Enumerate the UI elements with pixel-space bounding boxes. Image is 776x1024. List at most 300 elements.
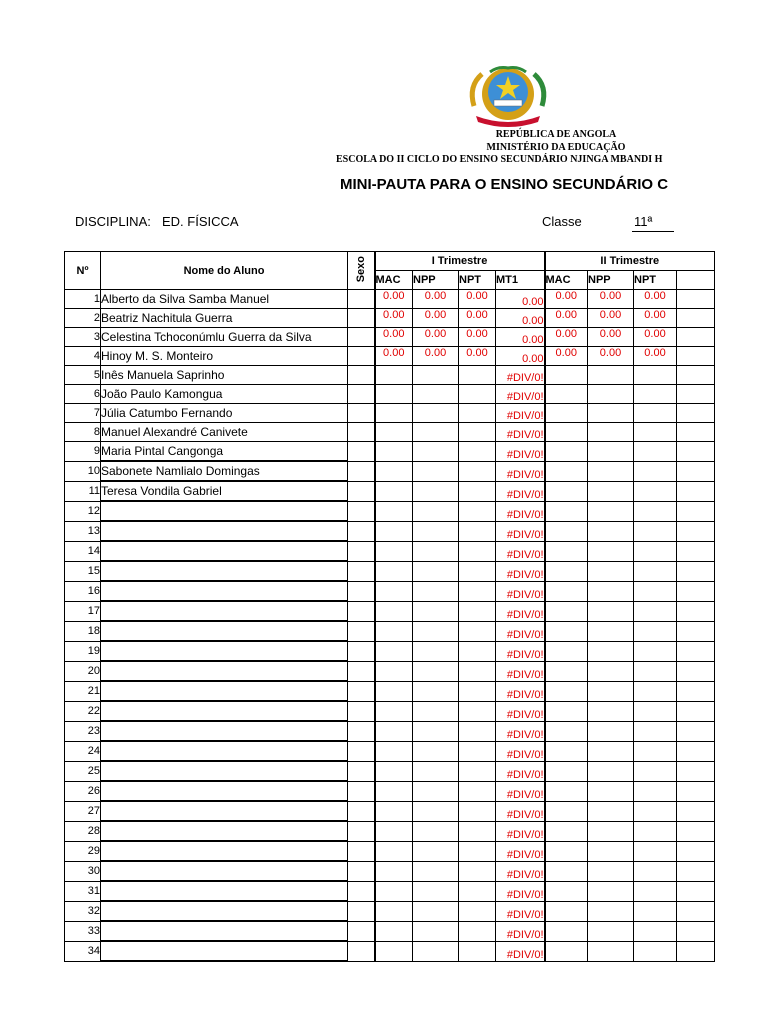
student-name-cell[interactable]	[101, 701, 348, 721]
grade-cell-npp-2[interactable]: 0.00	[588, 290, 634, 309]
grade-cell-npt-1[interactable]	[459, 941, 496, 961]
student-name-cell[interactable]	[101, 621, 348, 641]
sex-cell[interactable]	[348, 404, 375, 423]
grade-cell-npp-1[interactable]	[413, 801, 459, 821]
grade-cell-mac-1[interactable]: 0.00	[375, 309, 413, 328]
grade-cell-extra[interactable]	[677, 701, 715, 721]
student-name-cell[interactable]	[101, 741, 348, 761]
student-name-cell[interactable]	[101, 921, 348, 941]
grade-cell-mac-2[interactable]	[545, 921, 588, 941]
grade-cell-npt-2[interactable]	[634, 481, 677, 501]
student-name-cell[interactable]: Celestina Tchoconúmlu Guerra da Silva	[101, 328, 348, 347]
grade-cell-mac-2[interactable]	[545, 701, 588, 721]
grade-cell-mac-2[interactable]	[545, 681, 588, 701]
grade-cell-mac-2[interactable]: 0.00	[545, 309, 588, 328]
grade-cell-extra[interactable]	[677, 581, 715, 601]
grade-cell-mac-1[interactable]	[375, 781, 413, 801]
sex-cell[interactable]	[348, 366, 375, 385]
grade-cell-mac-1[interactable]: 0.00	[375, 290, 413, 309]
sex-cell[interactable]	[348, 741, 375, 761]
grade-cell-npt-1[interactable]	[459, 385, 496, 404]
student-name-cell[interactable]	[101, 781, 348, 801]
student-name-cell[interactable]	[101, 501, 348, 521]
student-name-cell[interactable]: Alberto da Silva Samba Manuel	[101, 290, 348, 309]
grade-cell-mac-2[interactable]	[545, 385, 588, 404]
grade-cell-npp-2[interactable]	[588, 701, 634, 721]
grade-cell-extra[interactable]	[677, 721, 715, 741]
grade-cell-npp-1[interactable]	[413, 921, 459, 941]
grade-cell-extra[interactable]	[677, 821, 715, 841]
grade-cell-npt-2[interactable]	[634, 461, 677, 481]
grade-cell-npt-2[interactable]	[634, 821, 677, 841]
grade-cell-mac-1[interactable]	[375, 641, 413, 661]
grade-cell-npt-1[interactable]	[459, 541, 496, 561]
grade-cell-npp-1[interactable]	[413, 385, 459, 404]
grade-cell-mac-2[interactable]: 0.00	[545, 290, 588, 309]
grade-cell-extra[interactable]	[677, 901, 715, 921]
student-name-cell[interactable]	[101, 561, 348, 581]
grade-cell-npt-2[interactable]	[634, 561, 677, 581]
grade-cell-npp-2[interactable]	[588, 366, 634, 385]
grade-cell-npt-1[interactable]	[459, 442, 496, 462]
grade-cell-npp-2[interactable]	[588, 741, 634, 761]
grade-cell-npt-1[interactable]	[459, 661, 496, 681]
grade-cell-mac-1[interactable]	[375, 521, 413, 541]
sex-cell[interactable]	[348, 561, 375, 581]
grade-cell-mac-1[interactable]	[375, 901, 413, 921]
grade-cell-npp-1[interactable]	[413, 366, 459, 385]
grade-cell-npp-2[interactable]	[588, 481, 634, 501]
grade-cell-npt-2[interactable]: 0.00	[634, 328, 677, 347]
sex-cell[interactable]	[348, 721, 375, 741]
grade-cell-npp-1[interactable]	[413, 721, 459, 741]
grade-cell-npp-1[interactable]	[413, 621, 459, 641]
grade-cell-mac-1[interactable]	[375, 801, 413, 821]
grade-cell-npp-2[interactable]	[588, 423, 634, 442]
grade-cell-npp-1[interactable]: 0.00	[413, 347, 459, 366]
grade-cell-npt-1[interactable]	[459, 921, 496, 941]
grade-cell-mac-2[interactable]	[545, 901, 588, 921]
grade-cell-mac-2[interactable]	[545, 442, 588, 462]
grade-cell-mac-1[interactable]	[375, 601, 413, 621]
grade-cell-mac-2[interactable]	[545, 881, 588, 901]
grade-cell-extra[interactable]	[677, 366, 715, 385]
grade-cell-mac-1[interactable]	[375, 761, 413, 781]
grade-cell-extra[interactable]	[677, 328, 715, 347]
student-name-cell[interactable]	[101, 761, 348, 781]
grade-cell-npt-1[interactable]	[459, 561, 496, 581]
grade-cell-npp-1[interactable]	[413, 561, 459, 581]
grade-cell-mac-1[interactable]	[375, 481, 413, 501]
sex-cell[interactable]	[348, 581, 375, 601]
grade-cell-extra[interactable]	[677, 641, 715, 661]
grade-cell-npp-2[interactable]: 0.00	[588, 347, 634, 366]
grade-cell-mac-2[interactable]	[545, 721, 588, 741]
grade-cell-npp-2[interactable]	[588, 801, 634, 821]
grade-cell-npt-2[interactable]	[634, 366, 677, 385]
student-name-cell[interactable]: Inês Manuela Saprinho	[101, 366, 348, 385]
sex-cell[interactable]	[348, 481, 375, 501]
grade-cell-npp-1[interactable]	[413, 641, 459, 661]
sex-cell[interactable]	[348, 501, 375, 521]
sex-cell[interactable]	[348, 761, 375, 781]
student-name-cell[interactable]	[101, 901, 348, 921]
grade-cell-npp-2[interactable]	[588, 841, 634, 861]
grade-cell-mac-1[interactable]	[375, 621, 413, 641]
grade-cell-npt-2[interactable]	[634, 781, 677, 801]
grade-cell-npt-1[interactable]	[459, 801, 496, 821]
grade-cell-npt-2[interactable]	[634, 621, 677, 641]
sex-cell[interactable]	[348, 861, 375, 881]
sex-cell[interactable]	[348, 881, 375, 901]
grade-cell-npp-1[interactable]	[413, 501, 459, 521]
sex-cell[interactable]	[348, 941, 375, 961]
grade-cell-mac-1[interactable]	[375, 721, 413, 741]
grade-cell-npt-2[interactable]: 0.00	[634, 290, 677, 309]
grade-cell-npt-1[interactable]	[459, 761, 496, 781]
grade-cell-mac-1[interactable]	[375, 861, 413, 881]
grade-cell-mac-2[interactable]	[545, 841, 588, 861]
grade-cell-npp-2[interactable]	[588, 921, 634, 941]
grade-cell-extra[interactable]	[677, 621, 715, 641]
student-name-cell[interactable]: Manuel Alexandré Canivete	[101, 423, 348, 442]
grade-cell-npt-2[interactable]	[634, 921, 677, 941]
grade-cell-mac-1[interactable]	[375, 581, 413, 601]
grade-cell-mac-2[interactable]	[545, 366, 588, 385]
grade-cell-mac-2[interactable]	[545, 501, 588, 521]
grade-cell-mac-1[interactable]	[375, 366, 413, 385]
grade-cell-mac-2[interactable]	[545, 541, 588, 561]
student-name-cell[interactable]	[101, 821, 348, 841]
grade-cell-npt-2[interactable]	[634, 541, 677, 561]
sex-cell[interactable]	[348, 521, 375, 541]
sex-cell[interactable]	[348, 661, 375, 681]
sex-cell[interactable]	[348, 841, 375, 861]
grade-cell-npp-2[interactable]	[588, 861, 634, 881]
sex-cell[interactable]	[348, 681, 375, 701]
sex-cell[interactable]	[348, 701, 375, 721]
grade-cell-extra[interactable]	[677, 404, 715, 423]
grade-cell-mac-2[interactable]	[545, 521, 588, 541]
grade-cell-npp-2[interactable]	[588, 581, 634, 601]
grade-cell-npt-1[interactable]	[459, 521, 496, 541]
grade-cell-extra[interactable]	[677, 921, 715, 941]
grade-cell-npp-1[interactable]	[413, 681, 459, 701]
grade-cell-mac-2[interactable]	[545, 861, 588, 881]
student-name-cell[interactable]	[101, 841, 348, 861]
grade-cell-npt-1[interactable]	[459, 861, 496, 881]
student-name-cell[interactable]: Maria Pintal Cangonga	[101, 442, 348, 462]
sex-cell[interactable]	[348, 641, 375, 661]
grade-cell-mac-1[interactable]	[375, 921, 413, 941]
grade-cell-npp-2[interactable]	[588, 621, 634, 641]
grade-cell-extra[interactable]	[677, 461, 715, 481]
grade-cell-npt-1[interactable]	[459, 681, 496, 701]
sex-cell[interactable]	[348, 328, 375, 347]
student-name-cell[interactable]: Júlia Catumbo Fernando	[101, 404, 348, 423]
grade-cell-npt-2[interactable]	[634, 801, 677, 821]
grade-cell-extra[interactable]	[677, 941, 715, 961]
grade-cell-npp-1[interactable]	[413, 541, 459, 561]
grade-cell-mac-1[interactable]	[375, 501, 413, 521]
sex-cell[interactable]	[348, 621, 375, 641]
grade-cell-extra[interactable]	[677, 309, 715, 328]
sex-cell[interactable]	[348, 442, 375, 462]
grade-cell-extra[interactable]	[677, 801, 715, 821]
grade-cell-npp-2[interactable]	[588, 721, 634, 741]
grade-cell-npt-1[interactable]	[459, 423, 496, 442]
grade-cell-npp-2[interactable]	[588, 404, 634, 423]
grade-cell-npt-2[interactable]	[634, 423, 677, 442]
grade-cell-extra[interactable]	[677, 881, 715, 901]
grade-cell-npt-2[interactable]	[634, 741, 677, 761]
grade-cell-npp-2[interactable]	[588, 442, 634, 462]
grade-cell-extra[interactable]	[677, 347, 715, 366]
grade-cell-mac-2[interactable]	[545, 561, 588, 581]
student-name-cell[interactable]: Sabonete Namlialo Domingas	[101, 461, 348, 481]
grade-cell-npt-1[interactable]	[459, 501, 496, 521]
grade-cell-npp-2[interactable]	[588, 761, 634, 781]
grade-cell-npt-1[interactable]	[459, 781, 496, 801]
grade-cell-npt-1[interactable]	[459, 404, 496, 423]
sex-cell[interactable]	[348, 541, 375, 561]
grade-cell-extra[interactable]	[677, 661, 715, 681]
grade-cell-npp-2[interactable]	[588, 941, 634, 961]
grade-cell-npp-1[interactable]	[413, 481, 459, 501]
grade-cell-npp-2[interactable]	[588, 881, 634, 901]
grade-cell-npt-1[interactable]	[459, 841, 496, 861]
grade-cell-mac-2[interactable]	[545, 404, 588, 423]
student-name-cell[interactable]: Beatriz Nachitula Guerra	[101, 309, 348, 328]
grade-cell-npt-1[interactable]: 0.00	[459, 328, 496, 347]
student-name-cell[interactable]	[101, 641, 348, 661]
grade-cell-npt-2[interactable]	[634, 941, 677, 961]
grade-cell-npt-1[interactable]	[459, 901, 496, 921]
grade-cell-extra[interactable]	[677, 481, 715, 501]
grade-cell-npp-1[interactable]	[413, 761, 459, 781]
grade-cell-extra[interactable]	[677, 423, 715, 442]
student-name-cell[interactable]	[101, 801, 348, 821]
student-name-cell[interactable]	[101, 681, 348, 701]
sex-cell[interactable]	[348, 601, 375, 621]
grade-cell-mac-1[interactable]	[375, 841, 413, 861]
grade-cell-npt-1[interactable]	[459, 621, 496, 641]
grade-cell-npt-1[interactable]: 0.00	[459, 347, 496, 366]
grade-cell-mac-1[interactable]	[375, 385, 413, 404]
grade-cell-npt-2[interactable]	[634, 841, 677, 861]
grade-cell-mac-2[interactable]: 0.00	[545, 347, 588, 366]
sex-cell[interactable]	[348, 461, 375, 481]
grade-cell-extra[interactable]	[677, 442, 715, 462]
grade-cell-npt-1[interactable]	[459, 741, 496, 761]
grade-cell-npp-2[interactable]	[588, 821, 634, 841]
grade-cell-npt-2[interactable]	[634, 681, 677, 701]
grade-cell-npt-2[interactable]	[634, 881, 677, 901]
grade-cell-npt-1[interactable]	[459, 581, 496, 601]
grade-cell-npp-2[interactable]: 0.00	[588, 328, 634, 347]
grade-cell-npt-2[interactable]	[634, 404, 677, 423]
sex-cell[interactable]	[348, 309, 375, 328]
grade-cell-npt-2[interactable]	[634, 521, 677, 541]
sex-cell[interactable]	[348, 921, 375, 941]
grade-cell-extra[interactable]	[677, 541, 715, 561]
grade-cell-mac-2[interactable]	[545, 761, 588, 781]
grade-cell-mac-2[interactable]	[545, 741, 588, 761]
grade-cell-npt-1[interactable]	[459, 641, 496, 661]
student-name-cell[interactable]	[101, 601, 348, 621]
student-name-cell[interactable]: Hinoy M. S. Monteiro	[101, 347, 348, 366]
grade-cell-npt-2[interactable]	[634, 861, 677, 881]
sex-cell[interactable]	[348, 290, 375, 309]
grade-cell-mac-2[interactable]	[545, 481, 588, 501]
grade-cell-extra[interactable]	[677, 521, 715, 541]
grade-cell-mac-2[interactable]	[545, 621, 588, 641]
grade-cell-npp-2[interactable]	[588, 661, 634, 681]
student-name-cell[interactable]: Teresa Vondila Gabriel	[101, 481, 348, 501]
grade-cell-npt-2[interactable]	[634, 701, 677, 721]
grade-cell-mac-1[interactable]	[375, 701, 413, 721]
grade-cell-npp-2[interactable]	[588, 461, 634, 481]
grade-cell-mac-2[interactable]	[545, 661, 588, 681]
grade-cell-npp-1[interactable]	[413, 701, 459, 721]
student-name-cell[interactable]	[101, 941, 348, 961]
sex-cell[interactable]	[348, 781, 375, 801]
grade-cell-npt-1[interactable]	[459, 461, 496, 481]
student-name-cell[interactable]	[101, 541, 348, 561]
grade-cell-npt-2[interactable]	[634, 641, 677, 661]
grade-cell-npp-1[interactable]: 0.00	[413, 309, 459, 328]
grade-cell-extra[interactable]	[677, 761, 715, 781]
grade-cell-extra[interactable]	[677, 841, 715, 861]
grade-cell-npp-1[interactable]	[413, 404, 459, 423]
grade-cell-npp-1[interactable]	[413, 521, 459, 541]
student-name-cell[interactable]	[101, 721, 348, 741]
grade-cell-npp-2[interactable]	[588, 385, 634, 404]
grade-cell-npp-2[interactable]	[588, 561, 634, 581]
grade-cell-mac-1[interactable]	[375, 461, 413, 481]
grade-cell-npp-1[interactable]: 0.00	[413, 328, 459, 347]
sex-cell[interactable]	[348, 821, 375, 841]
grade-cell-mac-2[interactable]	[545, 641, 588, 661]
grade-cell-mac-2[interactable]	[545, 941, 588, 961]
grade-cell-mac-1[interactable]	[375, 821, 413, 841]
grade-cell-npp-1[interactable]	[413, 881, 459, 901]
grade-cell-npt-2[interactable]	[634, 601, 677, 621]
grade-cell-extra[interactable]	[677, 681, 715, 701]
grade-cell-npp-1[interactable]	[413, 741, 459, 761]
grade-cell-mac-1[interactable]	[375, 881, 413, 901]
grade-cell-mac-2[interactable]	[545, 581, 588, 601]
sex-cell[interactable]	[348, 901, 375, 921]
grade-cell-npp-2[interactable]	[588, 501, 634, 521]
grade-cell-npp-1[interactable]	[413, 941, 459, 961]
grade-cell-extra[interactable]	[677, 861, 715, 881]
grade-cell-npp-2[interactable]	[588, 601, 634, 621]
grade-cell-npp-1[interactable]	[413, 841, 459, 861]
grade-cell-npp-2[interactable]	[588, 681, 634, 701]
grade-cell-extra[interactable]	[677, 290, 715, 309]
grade-cell-npt-1[interactable]	[459, 366, 496, 385]
grade-cell-mac-2[interactable]: 0.00	[545, 328, 588, 347]
grade-cell-npp-2[interactable]	[588, 781, 634, 801]
grade-cell-extra[interactable]	[677, 741, 715, 761]
grade-cell-npp-2[interactable]	[588, 901, 634, 921]
grade-cell-mac-1[interactable]	[375, 661, 413, 681]
grade-cell-npt-1[interactable]	[459, 701, 496, 721]
grade-cell-npt-2[interactable]: 0.00	[634, 309, 677, 328]
grade-cell-mac-1[interactable]	[375, 941, 413, 961]
grade-cell-npp-2[interactable]	[588, 641, 634, 661]
grade-cell-mac-2[interactable]	[545, 801, 588, 821]
grade-cell-mac-2[interactable]	[545, 461, 588, 481]
sex-cell[interactable]	[348, 801, 375, 821]
grade-cell-npp-1[interactable]	[413, 821, 459, 841]
grade-cell-npp-1[interactable]	[413, 442, 459, 462]
grade-cell-npp-1[interactable]	[413, 781, 459, 801]
grade-cell-mac-1[interactable]	[375, 404, 413, 423]
grade-cell-npt-1[interactable]	[459, 481, 496, 501]
grade-cell-npt-2[interactable]	[634, 442, 677, 462]
grade-cell-mac-1[interactable]	[375, 442, 413, 462]
grade-cell-npt-2[interactable]	[634, 761, 677, 781]
student-name-cell[interactable]: João Paulo Kamongua	[101, 385, 348, 404]
grade-cell-mac-1[interactable]: 0.00	[375, 347, 413, 366]
grade-cell-npp-1[interactable]	[413, 581, 459, 601]
student-name-cell[interactable]	[101, 861, 348, 881]
grade-cell-extra[interactable]	[677, 781, 715, 801]
sex-cell[interactable]	[348, 423, 375, 442]
grade-cell-npp-1[interactable]	[413, 461, 459, 481]
grade-cell-npp-2[interactable]: 0.00	[588, 309, 634, 328]
grade-cell-mac-2[interactable]	[545, 423, 588, 442]
grade-cell-npt-1[interactable]: 0.00	[459, 290, 496, 309]
grade-cell-npt-2[interactable]: 0.00	[634, 347, 677, 366]
grade-cell-extra[interactable]	[677, 385, 715, 404]
grade-cell-npt-2[interactable]	[634, 721, 677, 741]
grade-cell-mac-1[interactable]	[375, 423, 413, 442]
sex-cell[interactable]	[348, 385, 375, 404]
grade-cell-npt-1[interactable]	[459, 881, 496, 901]
sex-cell[interactable]	[348, 347, 375, 366]
grade-cell-npt-2[interactable]	[634, 901, 677, 921]
grade-cell-mac-1[interactable]	[375, 561, 413, 581]
grade-cell-mac-1[interactable]	[375, 681, 413, 701]
grade-cell-npt-2[interactable]	[634, 581, 677, 601]
grade-cell-npp-1[interactable]	[413, 423, 459, 442]
grade-cell-npp-2[interactable]	[588, 541, 634, 561]
grade-cell-mac-2[interactable]	[545, 601, 588, 621]
grade-cell-npt-2[interactable]	[634, 501, 677, 521]
grade-cell-npp-1[interactable]	[413, 901, 459, 921]
grade-cell-npt-1[interactable]	[459, 601, 496, 621]
grade-cell-extra[interactable]	[677, 501, 715, 521]
student-name-cell[interactable]	[101, 521, 348, 541]
grade-cell-mac-2[interactable]	[545, 781, 588, 801]
grade-cell-npp-1[interactable]	[413, 861, 459, 881]
grade-cell-npt-2[interactable]	[634, 661, 677, 681]
student-name-cell[interactable]	[101, 581, 348, 601]
grade-cell-npt-2[interactable]	[634, 385, 677, 404]
grade-cell-extra[interactable]	[677, 601, 715, 621]
grade-cell-npp-2[interactable]	[588, 521, 634, 541]
grade-cell-npt-1[interactable]	[459, 821, 496, 841]
grade-cell-extra[interactable]	[677, 561, 715, 581]
student-name-cell[interactable]	[101, 661, 348, 681]
grade-cell-mac-1[interactable]: 0.00	[375, 328, 413, 347]
grade-cell-npt-1[interactable]: 0.00	[459, 309, 496, 328]
grade-cell-mac-1[interactable]	[375, 541, 413, 561]
grade-cell-mac-2[interactable]	[545, 821, 588, 841]
